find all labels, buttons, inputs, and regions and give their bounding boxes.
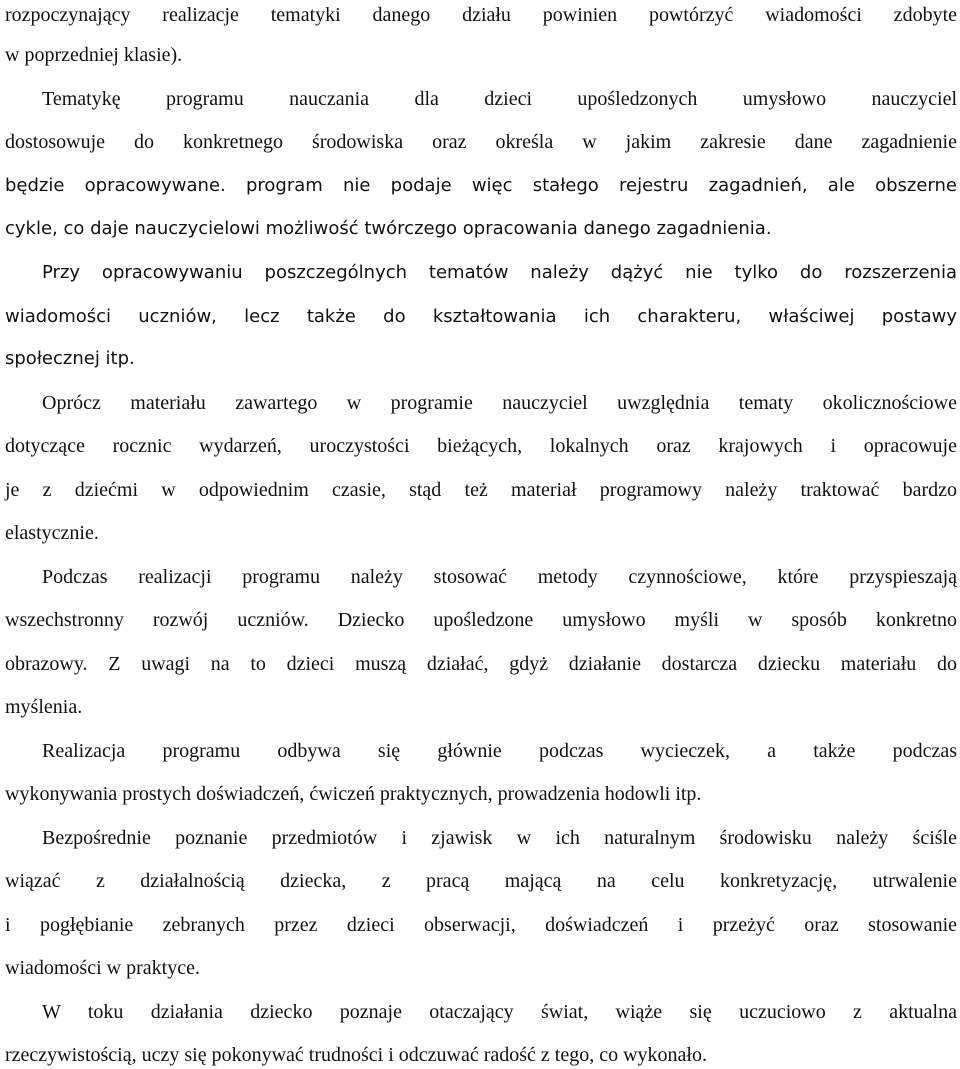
text-line-14: Podczas realizacji programu należy stosować metody czynnościowe, które przyspieszają [42, 566, 957, 588]
text-line-13: elastycznie. [5, 522, 99, 544]
text-line-24: W toku działania dziecko poznaje otaczający świat, wiąże się uczuciowo z aktualna [42, 1001, 957, 1023]
text-line-10: Oprócz materiału zawartego w programie nauczyciel uwzględnia tematy okolicznościowe [42, 392, 957, 414]
text-line-20: Bezpośrednie poznanie przedmiotów i zjawisk w ich naturalnym środowisku należy ściśle [42, 827, 957, 849]
text-line-8: wiadomości uczniów, lecz także do kształtowania ich charakteru, właściwej postawy [5, 306, 957, 327]
text-line-1: rozpoczynający realizacje tematyki danego działu powinien powtórzyć wiadomości zdobyte [5, 4, 957, 26]
text-line-23: wiadomości w praktyce. [5, 957, 200, 979]
text-line-4: dostosowuje do konkretnego środowiska oraz określa w jakim zakresie dane zagadnienie [5, 131, 957, 153]
text-line-25: rzeczywistością, uczy się pokonywać trudności i odczuwać radość z tego, co wykonało. [5, 1044, 707, 1066]
text-line-2: w poprzedniej klasie). [5, 44, 183, 66]
text-line-15: wszechstronny rozwój uczniów. Dziecko upośledzone umysłowo myśli w sposób konkretno [5, 609, 957, 631]
text-line-6: cykle, co daje nauczycielowi możliwość twórczego opracowania danego zagadnienia. [5, 218, 772, 239]
text-line-5: będzie opracowywane. program nie podaje więc stałego rejestru zagadnień, ale obszerne [5, 175, 957, 196]
text-line-22: i pogłębianie zebranych przez dzieci obserwacji, doświadczeń i przeżyć oraz stosowanie [5, 914, 957, 936]
text-line-9: społecznej itp. [5, 348, 135, 369]
text-line-16: obrazowy. Z uwagi na to dzieci muszą działać, gdyż działanie dostarcza dziecku materiału do [5, 653, 957, 675]
text-line-19: wykonywania prostych doświadczeń, ćwiczeń praktycznych, prowadzenia hodowli itp. [5, 783, 702, 805]
text-line-17: myślenia. [5, 696, 83, 718]
text-line-11: dotyczące rocznic wydarzeń, uroczystości bieżących, lokalnych oraz krajowych i opracowuje [5, 435, 957, 457]
text-line-3: Tematykę programu nauczania dla dzieci upośledzonych umysłowo nauczyciel [42, 88, 957, 110]
text-line-18: Realizacja programu odbywa się głównie podczas wycieczek, a także podczas [42, 740, 957, 762]
text-line-12: je z dziećmi w odpowiednim czasie, stąd też materiał programowy należy traktować bardzo [5, 479, 957, 501]
text-line-7: Przy opracowywaniu poszczególnych tematów należy dążyć nie tylko do rozszerzenia [42, 262, 957, 283]
text-line-21: wiązać z działalnością dziecka, z pracą mającą na celu konkretyzację, utrwalenie [5, 870, 957, 892]
